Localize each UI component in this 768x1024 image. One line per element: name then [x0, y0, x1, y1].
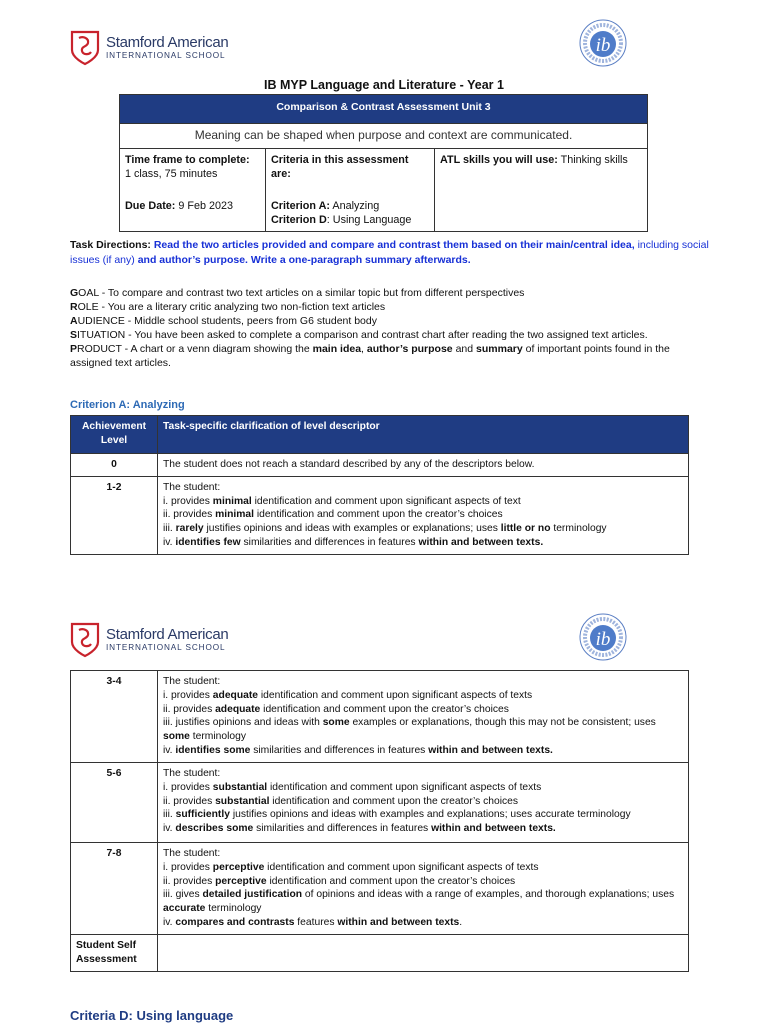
school-logo	[70, 30, 228, 66]
self-assessment-field[interactable]	[158, 935, 689, 972]
criteria-d-heading: Criteria D: Using language	[70, 1008, 234, 1023]
school-logo-page2	[70, 622, 228, 658]
task-directions: Task Directions: Read the two articles provided and compare and contrast them based on their main/central idea, including social issues (if any) and author’s purpose. Write a one-paragraph summary afterwards.	[70, 239, 709, 266]
svg-text:ib: ib	[595, 35, 611, 56]
atl-cell: ATL skills you will use: Thinking skills	[435, 149, 648, 232]
svg-text:ib: ib	[595, 629, 611, 650]
ib-logo-icon	[578, 612, 628, 662]
audience-line: AUDIENCE - Middle school students, peers from G6 student body	[70, 315, 377, 327]
school-subtitle: INTERNATIONAL SCHOOL	[106, 643, 226, 653]
table-row: 0 The student does not reach a standard described by any of the descriptors below.	[71, 454, 689, 477]
criteria-cell: Criteria in this assessment are: Criterion A: Analyzing Criterion D: Using Language	[266, 149, 435, 232]
role-line: ROLE - You are a literary critic analyzing two non-fiction text articles	[70, 301, 386, 313]
crest-icon	[70, 30, 100, 66]
table-row: 7-8 The student: i. provides perceptive identification and comment upon significant aspects of texts ii. provides perceptive identification and comment upon the creator’s choices iii. gives detailed justification of opinions and ideas with a range of examples, and thorough explanations; uses accurate terminology iv. compares and contrasts features within and between texts.	[71, 843, 689, 935]
column-header-level: Achievement Level	[71, 416, 158, 454]
self-assessment-label: Student Self Assessment	[71, 935, 158, 972]
rubric-table-part1	[70, 415, 689, 555]
school-name: Stamford American	[106, 34, 229, 52]
rubric-table-part2	[70, 670, 689, 972]
assessment-info-table	[119, 94, 648, 232]
grasps-list	[70, 286, 710, 370]
self-assessment-row	[71, 935, 689, 972]
timeframe-cell: Time frame to complete: 1 class, 75 minutes Due Date: 9 Feb 2023	[120, 149, 266, 232]
table-row: 5-6 The student: i. provides substantial identification and comment upon significant aspects of texts ii. provides substantial identification and comment upon the creator’s choices iii. sufficiently justifies opinions and ideas with examples and explanations; uses accurate terminology iv. describes some similarities and differences in features within and between texts.	[71, 763, 689, 843]
criterion-a-heading: Criterion A: Analyzing	[70, 399, 185, 411]
document-title: IB MYP Language and Literature - Year 1	[264, 78, 504, 92]
table-row: 1-2 The student: i. provides minimal identification and comment upon significant aspects of text ii. provides minimal identification and comment upon the creator’s choices iii. rarely justifies opinions and ideas with examples or explanations; uses little or no terminology iv. identifies few similarities and differences in features within and between texts.	[71, 476, 689, 554]
school-subtitle: INTERNATIONAL SCHOOL	[106, 51, 226, 61]
unit-banner: Comparison & Contrast Assessment Unit 3	[120, 95, 648, 124]
product-line: PRODUCT - A chart or a venn diagram showing the main idea, author’s purpose and summary of important points found in the assigned text articles.	[70, 343, 670, 369]
school-name: Stamford American	[106, 626, 229, 644]
statement-of-inquiry: Meaning can be shaped when purpose and context are communicated.	[120, 124, 648, 149]
ib-logo-icon	[578, 18, 628, 68]
situation-line: SITUATION - You have been asked to complete a comparison and contrast chart after reading the two assigned text articles.	[70, 329, 648, 341]
crest-icon	[70, 622, 100, 658]
goal-line: GOAL - To compare and contrast two text articles on a similar topic but from different perspectives	[70, 287, 525, 299]
column-header-descriptor: Task-specific clarification of level descriptor	[158, 416, 689, 454]
table-row: 3-4 The student: i. provides adequate identification and comment upon significant aspects of texts ii. provides adequate identification and comment upon the creator’s choices iii. justifies opinions and ideas with some examples or explanations, though this may not be consistent; uses some terminology iv. identifies some similarities and differences in features within and between texts.	[71, 671, 689, 763]
